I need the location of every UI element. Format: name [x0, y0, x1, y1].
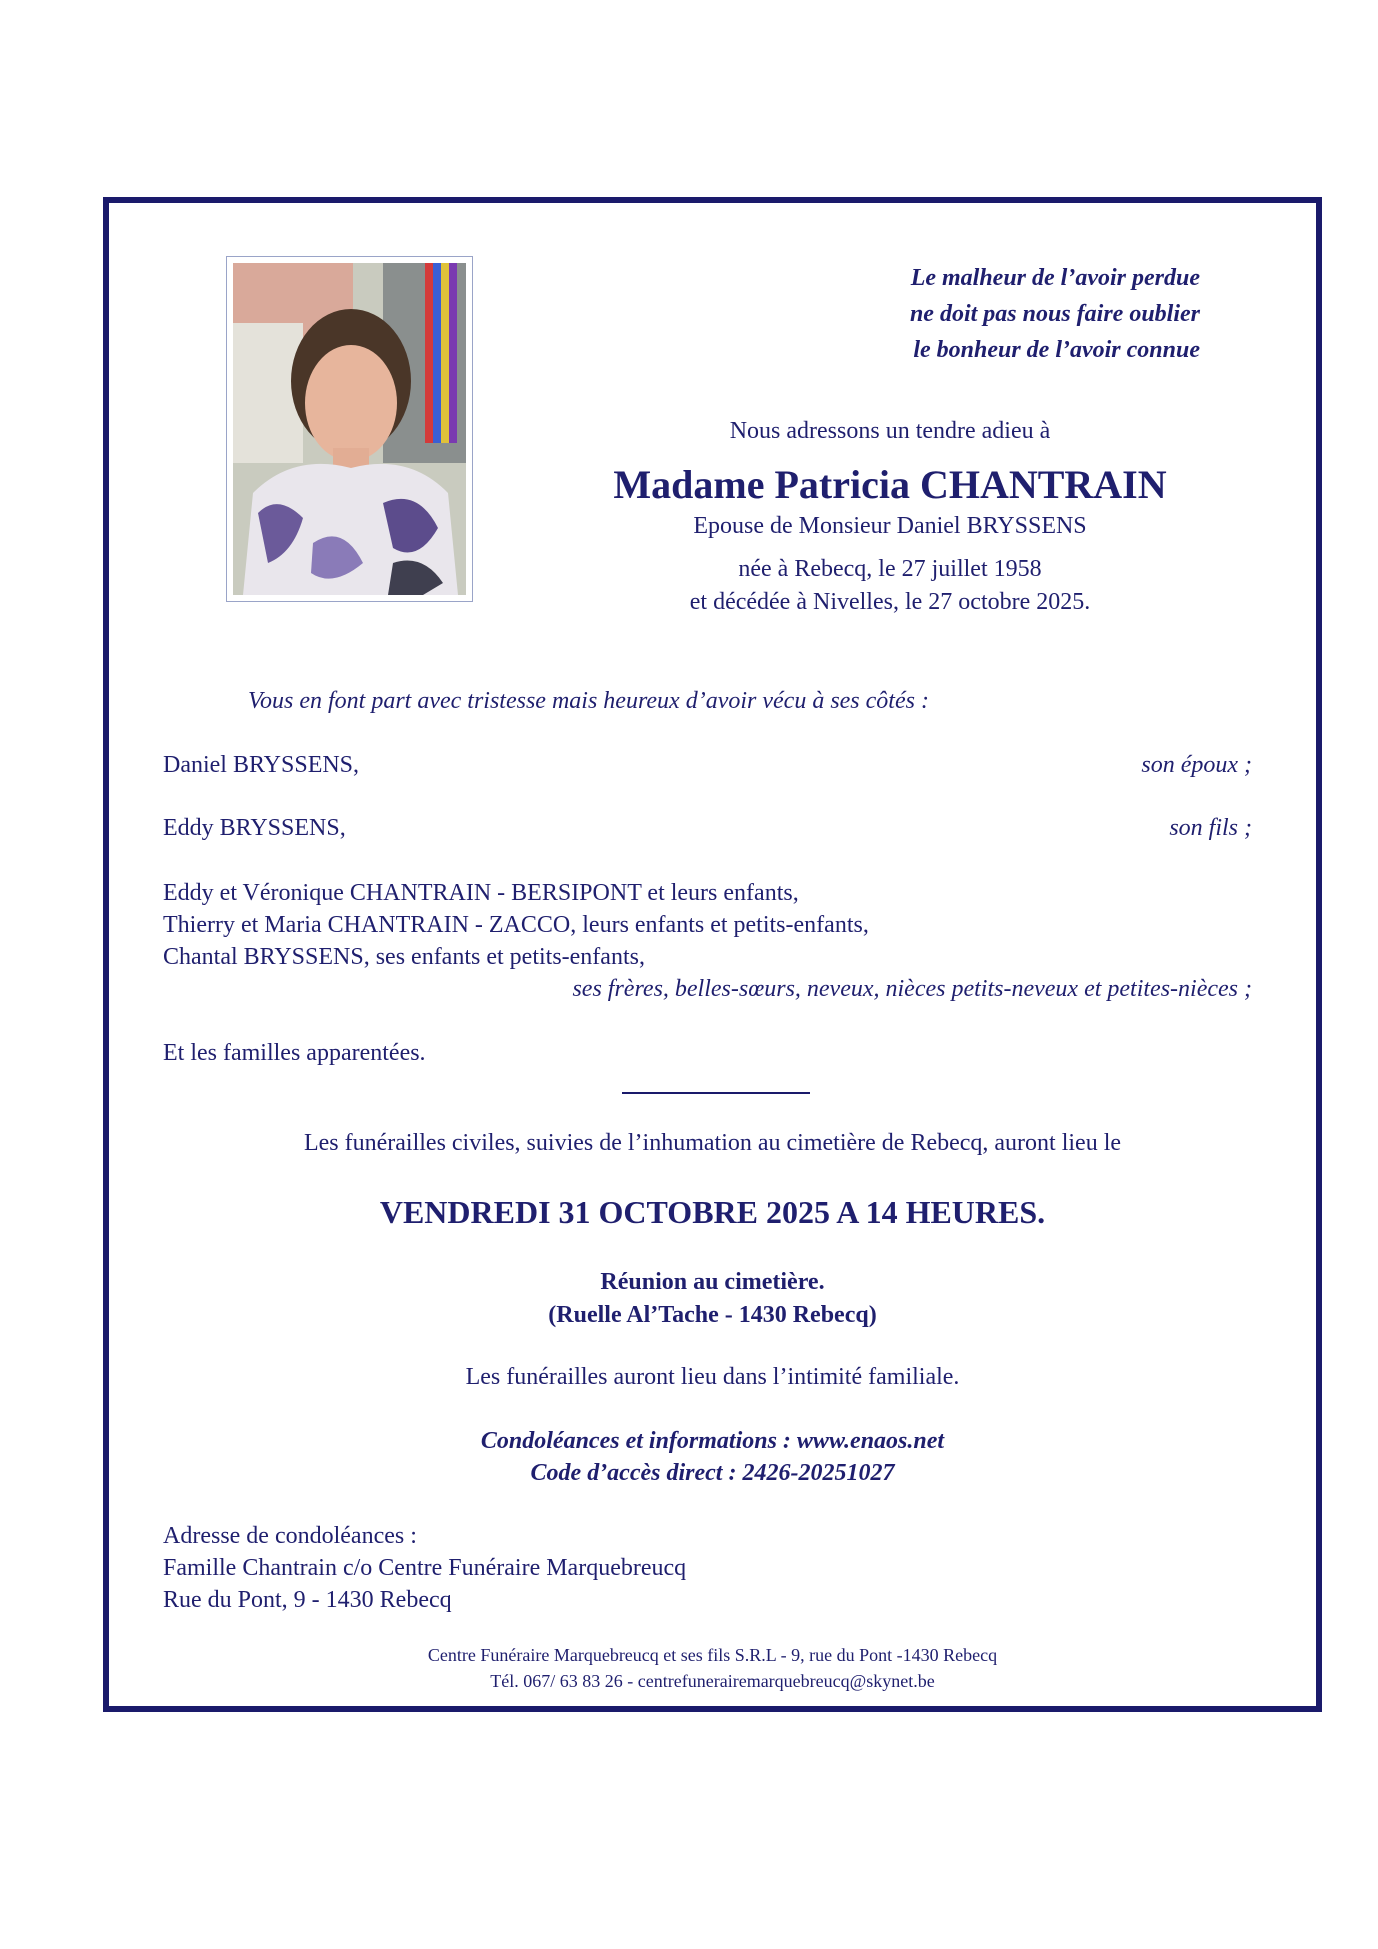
condolences-web: Condoléances et informations : www.enaos.net	[480, 1428, 945, 1454]
funeral-date: VENDREDI 31 OCTOBRE 2025 A 14 HEURES.	[379, 1194, 1046, 1230]
spouse-line: Epouse de Monsieur Daniel BRYSSENS	[693, 513, 1087, 539]
relative-line: Eddy et Véronique CHANTRAIN - BERSIPONT et leurs enfants,	[163, 880, 799, 906]
deceased-name: Madame Patricia CHANTRAIN	[613, 462, 1167, 507]
families-line: Et les familles apparentées.	[163, 1040, 426, 1066]
quote-line: le bonheur de l’avoir connue	[913, 337, 1200, 363]
relative-line: Chantal BRYSSENS, ses enfants et petits-enfants,	[163, 944, 645, 970]
quote-line: ne doit pas nous faire oublier	[909, 301, 1200, 327]
separator-rule	[622, 1092, 810, 1094]
relative-line: Thierry et Maria CHANTRAIN - ZACCO, leurs enfants et petits-enfants,	[163, 912, 869, 938]
intro-text: Nous adressons un tendre adieu à	[729, 418, 1051, 444]
footer-line: Centre Funéraire Marquebreucq et ses fils S.R.L - 9, rue du Pont -1430 Rebecq	[427, 1645, 998, 1665]
announce-line: Vous en font part avec tristesse mais heureux d’avoir vécu à ses côtés :	[248, 688, 929, 714]
death-line: et décédée à Nivelles, le 27 octobre 2025.	[689, 589, 1091, 615]
family-name: Eddy BRYSSENS,	[163, 815, 346, 841]
family-relation: son époux ;	[1141, 752, 1252, 778]
meeting-address: (Ruelle Al’Tache - 1430 Rebecq)	[548, 1302, 877, 1328]
birth-line: née à Rebecq, le 27 juillet 1958	[738, 556, 1042, 582]
postal-line: Famille Chantrain c/o Centre Funéraire Marquebreucq	[163, 1555, 687, 1581]
family-name: Daniel BRYSSENS,	[163, 752, 360, 778]
quote-line: Le malheur de l’avoir perdue	[910, 265, 1200, 291]
access-code: Code d’accès direct : 2426-20251027	[530, 1460, 895, 1486]
portrait-photo	[226, 256, 473, 602]
meeting-place: Réunion au cimetière.	[600, 1269, 825, 1295]
funeral-intro: Les funérailles civiles, suivies de l’inhumation au cimetière de Rebecq, auront lieu le	[303, 1130, 1122, 1156]
privacy-line: Les funérailles auront lieu dans l’intimité familiale.	[465, 1364, 960, 1390]
footer-line: Tél. 067/ 63 83 26 - centrefunerairemarquebreucq@skynet.be	[490, 1671, 935, 1691]
family-relation: son fils ;	[1169, 815, 1252, 841]
relative-extra-line: ses frères, belles-sœurs, neveux, nièces petits-neveux et petites-nièces ;	[572, 976, 1252, 1002]
postal-line: Rue du Pont, 9 - 1430 Rebecq	[163, 1587, 452, 1613]
portrait-image	[233, 263, 466, 595]
postal-label: Adresse de condoléances :	[163, 1523, 417, 1549]
